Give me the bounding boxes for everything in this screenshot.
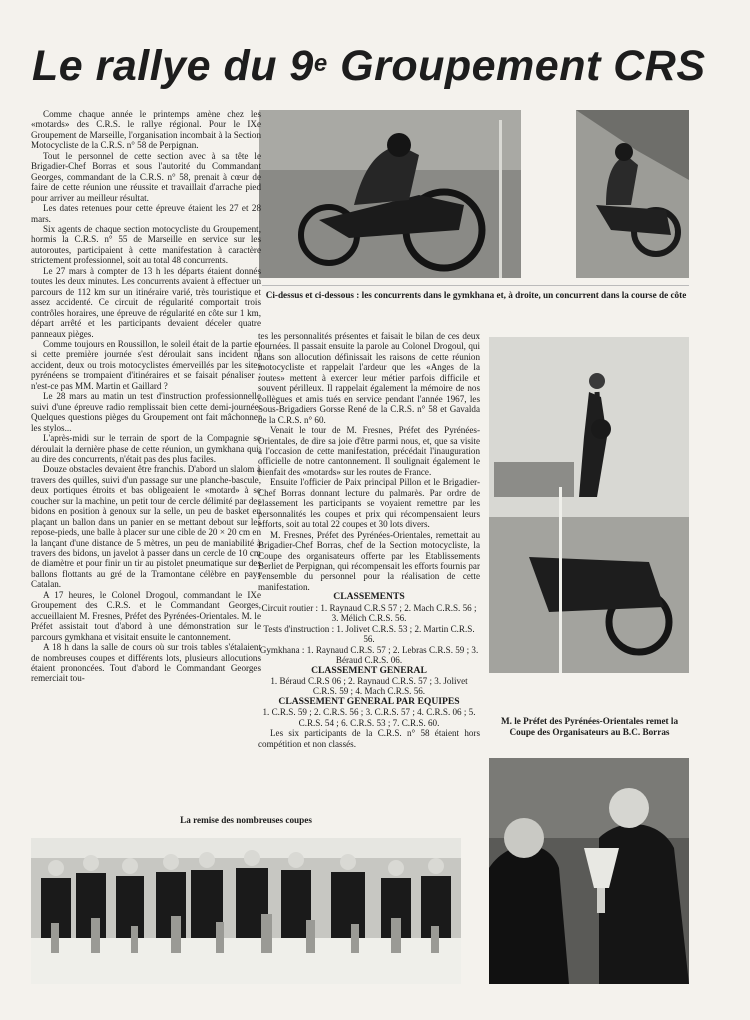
photo-hill-climb bbox=[576, 110, 689, 278]
paragraph: Tout le personnel de cette section avec à sa tête le Brigadier-Chef Borras et sous l'autorité du Commandant Georges, commandant de la C.R.S. n° 58, prenait à cœur de faire de cette réunion une réussite et travaillait d'arrache pied pour arriver au meilleur résultat. bbox=[31, 150, 261, 203]
paragraph: Le 28 mars au matin un test d'instruction professionnelle suivi d'une épreuve radio remplissait bien cette demi-journée. Quelques questions pièges du Groupement ont fait mâchonner les stylos... bbox=[31, 391, 261, 433]
paragraph: M. Fresnes, Préfet des Pyrénées-Orientales, remettait au Brigadier-Chef Borras, chef de la Section motocycliste, la Coupe des organisateurs offerte par les Etablissements Berliet de Perpignan, qui récompensait les efforts fournis par l'ensemble du personnel pour la réalisation de cette manifestation. bbox=[258, 529, 480, 592]
classement-general-heading: CLASSEMENT GENERAL bbox=[311, 664, 427, 676]
photo-cup-ceremony bbox=[31, 838, 461, 984]
classement-line: Circuit routier : 1. Raynaud C.R.S 57 ; 2. Mach C.R.S. 56 ; 3. Mélich C.R.S. 56. bbox=[261, 602, 477, 624]
paragraph: L'après-midi sur le terrain de sport de la Compagnie se déroulait la dernière phase de cette réunion, un gymkhana qui, au dire des concurrents, n'était pas des plus faciles. bbox=[31, 433, 261, 464]
paragraph: Six agents de chaque section motocycliste du Groupement, hormis la C.R.S. n° 55 de Marseille en service sur les autoroutes, participaient à cette manifestation à caractère strictement professionnel, soit au total 48 concurrents. bbox=[31, 223, 261, 266]
article-title: Le rallye du 9e Groupement CRS bbox=[32, 42, 706, 90]
paragraph: Comme chaque année le printemps amène chez les «motards» des C.R.S. le rallye régional. Pour le IXe Groupement de Marseille, l'organisation incombait à la Section Motocycliste de la C.R.S. n° 58 de Perpignan. bbox=[31, 109, 261, 151]
photo-gymkhana-rider bbox=[259, 110, 521, 278]
paragraph: tes les personnalités présentes et faisait le bilan de ces deux journées. Il passait ensuite la parole au Colonel Drogoul, qui dans son allocution définissait les raisons de cette réunion motocycliste et rappelait l'ardeur que les «Anges de la routes» mettent à exercer leur métier parfois difficile et souvent périlleux. Il rappelait également la mémoire de nos collègues et amis tués en service pendant l'année 1967, les Sous-Brigadiers Gorsse René de la C.R.S. n° 58 et Gavalda de la C.R.S. n° 60. bbox=[258, 331, 480, 425]
classement-general: 1. Béraud C.R.S 06 ; 2. Raynaud C.R.S. 57 ; 3. Jolivet C.R.S. 59 ; 4. Mach C.R.S. 56. bbox=[270, 675, 468, 697]
caption-prefet: M. le Préfet des Pyrénées-Orientales remet la Coupe des Organisateurs au B.C. Borras bbox=[500, 716, 679, 737]
classement-equipes-heading: CLASSEMENT GENERAL PAR EQUIPES bbox=[278, 695, 460, 707]
classement-equipes: 1. C.R.S. 59 ; 2. C.R.S. 56 ; 3. C.R.S. 57 ; 4. C.R.S. 06 ; 5. C.R.S. 54 ; 6. C.R.S. 53 ; 7. C.R.S. 60. bbox=[262, 707, 476, 728]
paragraph: Le 27 mars à compter de 13 h les départs étaient donnés toutes les deux minutes. Les concurrents avaient à effectuer un parcours de 112 km sur un itinéraire varié, très touristique et assez accidenté. Ce circuit de régularité comportait trois contrôles horaires, une épreuve de régularité en côte sur 1 km, départ arrêté et les participants devaient déceler quatre panneaux pièges. bbox=[31, 265, 261, 339]
classement-line: Gymkhana : 1. Raynaud C.R.S. 57 ; 2. Lebras C.R.S. 59 ; 3. Béraud C.R.S. 06. bbox=[259, 644, 479, 666]
paragraph: A 18 h dans la salle de cours où sur trois tables s'étalaient de nombreuses coupes et différents lots, plusieurs allocutions étaient prononcées. Tout d'abord le Commandant Georges remerciait tou- bbox=[31, 642, 261, 684]
paragraph: A 17 heures, le Colonel Drogoul, commandant le IXe Groupement des C.R.S. et le Commandant Georges, accueillaient M. Fresnes, Préfet des Pyrénées-Orientales. M. le Préfet assistait tout d'abord à une démonstration sur le parcours gymkhana et visitait ensuite le cantonnement. bbox=[31, 589, 261, 642]
caption-coupes: La remise des nombreuses coupes bbox=[180, 815, 312, 825]
article-column-1 bbox=[31, 109, 261, 684]
caption-top-photos: Ci-dessus et ci-dessous : les concurrents dans le gymkhana et, à droite, un concurrent dans la course de côte bbox=[265, 290, 687, 300]
photo-ball-throw bbox=[489, 337, 689, 673]
classement-footer: Les six participants de la C.R.S. n° 58 étaient hors compétition et non classés. bbox=[258, 728, 480, 749]
paragraph: Ensuite l'officier de Paix principal Pillon et le Brigadier-Chef Borras donnant lecture du palmarès. Par ordre de classement les participants se voyaient remettre par les personnalités les coupes et prix qui récompensaient leurs efforts, soit au total 22 coupes et 30 lots divers. bbox=[258, 477, 480, 530]
paragraph: Comme toujours en Roussillon, le soleil était de la partie et si cette première journée s'est déroulait sans incident ni accident, deux ou trois motocyclistes émerveillés par les sites pyrénéens se trompaient d'itinéraires et se faisait pénaliser : n'est-ce pas MM. Martin et Gaillard ? bbox=[31, 338, 261, 391]
caption-rule bbox=[262, 285, 689, 286]
paragraph: Les dates retenues pour cette épreuve étaient les 27 et 28 mars. bbox=[31, 203, 261, 224]
article-column-2 bbox=[258, 331, 480, 749]
paragraph: Venait le tour de M. Fresnes, Préfet des Pyrénées-Orientales, de dire sa joie d'être parmi nous, et, que sa visite à l'occasion de cette manifestation, précédait l'inauguration officielle de notre cantonnement. Il soulignait également le bienfait des «motards» sur les routes de France. bbox=[258, 425, 480, 477]
photo-prefet-cup bbox=[489, 758, 689, 984]
classement-line: Tests d'instruction : 1. Jolivet C.R.S. 53 ; 2. Martin C.R.S. 56. bbox=[263, 623, 475, 645]
classements-heading: CLASSEMENTS bbox=[333, 591, 405, 603]
paragraph: Douze obstacles devaient être franchis. D'abord un slalom à travers des quilles, suivi d'un passage sur une planche-bascule, deux portiques étroits et bas obligeaient le «motard» à se coucher sur la machine, un petit tour de cercle délimité par des bidons en position à genoux sur la selle, un peu de basket en plaçant un ballon dans un panier en se mettant debout sur les repose-pieds, une balle à placer sur une cible de 20 × 20 cm en la lançant d'une distance de 5 mètres, un peu de maniabilité à travers des bidons, un javelot à passer dans un cercle de 10 cm de diamètre et pour finir un tir au pistolet pneumatique sur des ballons flottants au gré de la Tramontane célèbre en pays Catalan. bbox=[31, 464, 261, 590]
